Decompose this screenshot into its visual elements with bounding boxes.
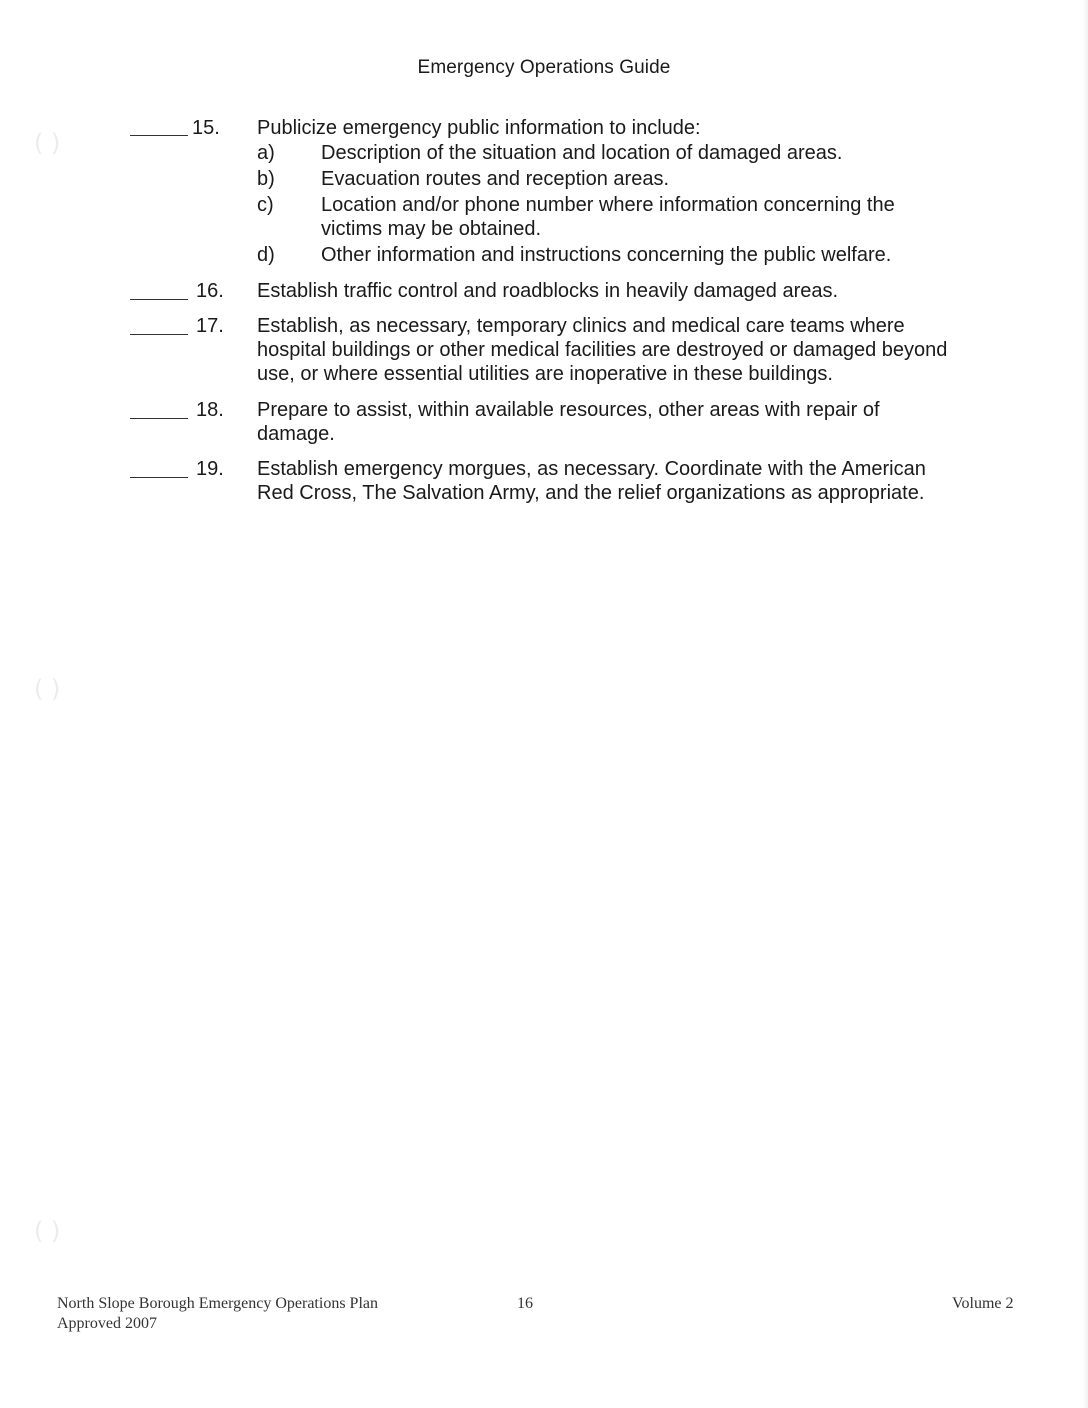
scan-edge-shadow — [1082, 0, 1088, 1408]
checkbox-blank-line[interactable] — [130, 135, 188, 136]
item-text: Publicize emergency public information to include: — [257, 117, 701, 139]
item-text: Prepare to assist, within available resources, other areas with repair of damage. — [257, 399, 880, 445]
subitem-letter: c) — [257, 194, 274, 216]
checkbox-blank-line[interactable] — [130, 334, 188, 335]
punch-hole-top: ( ) — [34, 129, 61, 157]
checkbox-blank-line[interactable] — [130, 477, 188, 478]
subitem-text: Location and/or phone number where information concerning the victims may be obtained. — [321, 194, 895, 240]
subitem-letter: a) — [257, 142, 275, 164]
footer-approved: Approved 2007 — [57, 1315, 157, 1332]
checkbox-blank-line[interactable] — [130, 299, 188, 300]
footer-plan-info — [57, 1294, 378, 1334]
footer-volume: Volume 2 — [952, 1295, 1014, 1312]
punch-hole-middle: ( ) — [34, 675, 61, 703]
subitem-letter: d) — [257, 244, 275, 266]
item-number: 16. — [196, 280, 224, 302]
footer-plan-name: North Slope Borough Emergency Operations Plan — [57, 1295, 378, 1312]
item-number: 17. — [196, 315, 224, 337]
checkbox-blank-line[interactable] — [130, 418, 188, 419]
subitem-letter: b) — [257, 168, 275, 190]
item-text: Establish, as necessary, temporary clinics and medical care teams where hospital buildings or other medical facilities are destroyed or damaged beyond use, or where essential utilities are inoperative in these buildings. — [257, 315, 948, 385]
page-title: Emergency Operations Guide — [417, 57, 671, 78]
subitem-text: Evacuation routes and reception areas. — [321, 168, 669, 190]
item-number: 18. — [196, 399, 224, 421]
punch-hole-bottom: ( ) — [34, 1217, 61, 1245]
item-text: Establish emergency morgues, as necessary. Coordinate with the American Red Cross, The Salvation Army, and the relief organizations as appropriate. — [257, 458, 926, 504]
footer-page-number: 16 — [517, 1295, 533, 1312]
subitem-text: Other information and instructions concerning the public welfare. — [321, 244, 892, 266]
item-number: 15. — [192, 117, 220, 139]
item-text: Establish traffic control and roadblocks in heavily damaged areas. — [257, 280, 839, 302]
item-number: 19. — [196, 458, 224, 480]
subitem-text: Description of the situation and location of damaged areas. — [321, 142, 843, 164]
